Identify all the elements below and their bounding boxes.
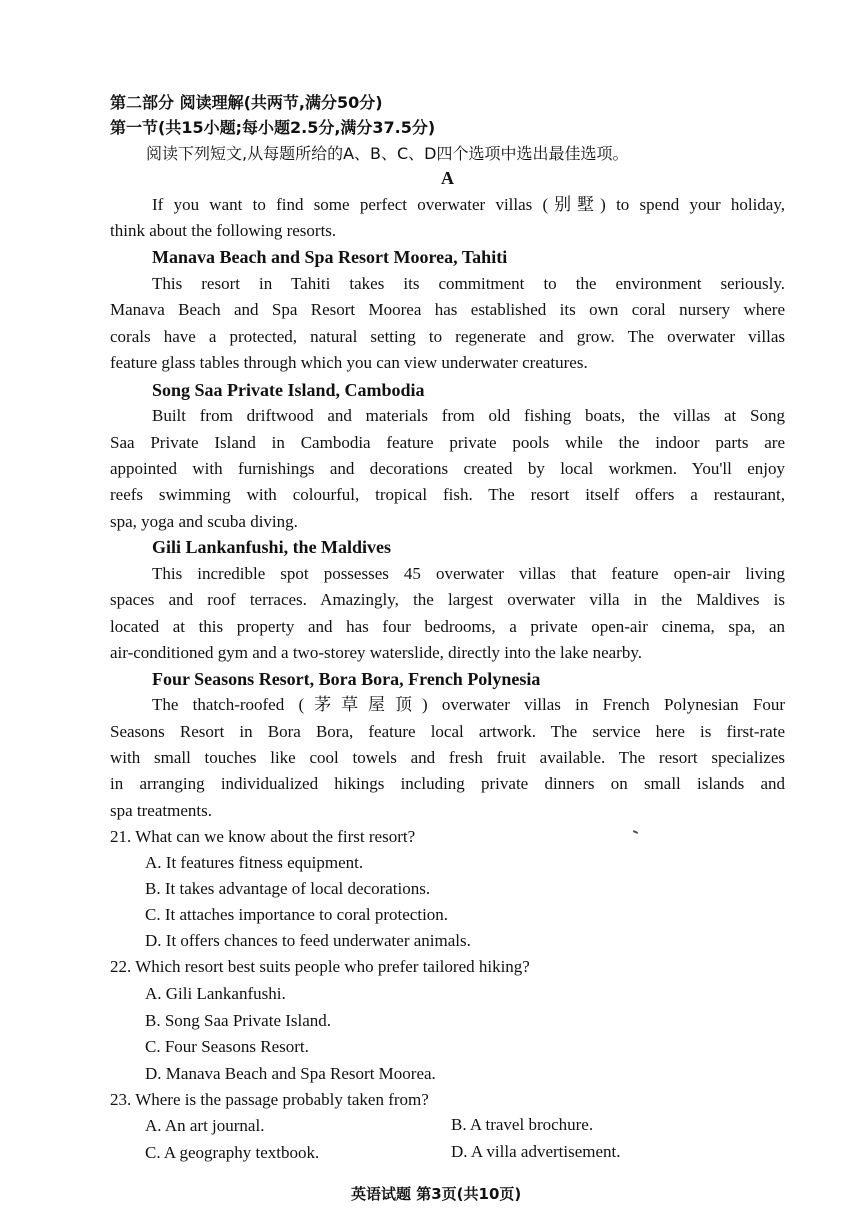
resort-heading: Four Seasons Resort, Bora Bora, French Polynesia [152, 669, 541, 689]
paragraph-line: spaces and roof terraces. Amazingly, the largest overwater villa in the Maldives is [110, 590, 785, 609]
paragraph-line: air-conditioned gym and a two-storey waterslide, directly into the lake nearby. [110, 643, 642, 662]
scan-speck [633, 830, 638, 834]
paragraph-line: This incredible spot possesses 45 overwater villas that feature open-air living [152, 564, 785, 583]
question-stem: 22. Which resort best suits people who prefer tailored hiking? [110, 957, 530, 976]
paragraph-line: Seasons Resort in Bora Bora, feature local artwork. The service here is first-rate [110, 722, 785, 741]
answer-option[interactable]: D. Manava Beach and Spa Resort Moorea. [145, 1064, 436, 1083]
intro-line: think about the following resorts. [110, 221, 337, 240]
paragraph-line: with small touches like cool towels and fresh fruit available. The resort specializes [110, 748, 785, 767]
answer-option[interactable]: D. It offers chances to feed underwater animals. [145, 931, 471, 950]
paragraph-line: The thatch-roofed (茅草屋顶) overwater villas in French Polynesian Four [152, 695, 785, 714]
passage-label: A [441, 168, 454, 188]
resort-heading: Gili Lankanfushi, the Maldives [152, 537, 392, 557]
paragraph-line: appointed with furnishings and decorations created by local workmen. You'll enjoy [110, 459, 785, 478]
paragraph-line: This resort in Tahiti takes its commitment to the environment seriously. [152, 274, 785, 293]
answer-option[interactable]: B. A travel brochure. [451, 1115, 594, 1134]
answer-option[interactable]: C. Four Seasons Resort. [145, 1037, 309, 1056]
answer-option[interactable]: B. It takes advantage of local decorations. [145, 879, 431, 898]
paragraph-line: in arranging individualized hikings including private dinners on small islands and [110, 774, 785, 793]
resort-heading: Song Saa Private Island, Cambodia [152, 380, 425, 400]
answer-option[interactable]: C. It attaches importance to coral protection. [145, 905, 449, 924]
paragraph-line: spa treatments. [110, 801, 212, 820]
instruction-text: 阅读下列短文,从每题所给的A、B、C、D四个选项中选出最佳选项。 [146, 144, 629, 163]
answer-option[interactable]: B. Song Saa Private Island. [145, 1011, 332, 1030]
intro-line: If you want to find some perfect overwater villas (别墅) to spend your holiday, [152, 195, 785, 214]
resort-heading: Manava Beach and Spa Resort Moorea, Tahiti [152, 247, 508, 267]
page-footer: 英语试题 第3页(共10页) [351, 1185, 522, 1203]
question-stem: 21. What can we know about the first resort? [110, 827, 416, 846]
paragraph-line: reefs swimming with colourful, tropical fish. The resort itself offers a restaurant, [110, 485, 785, 504]
paragraph-line: Saa Private Island in Cambodia feature private pools while the indoor parts are [110, 433, 785, 452]
answer-option[interactable]: A. Gili Lankanfushi. [145, 984, 286, 1003]
answer-option[interactable]: A. An art journal. [145, 1116, 265, 1135]
part-heading: 第二部分 阅读理解(共两节,满分50分) [110, 93, 383, 112]
answer-option[interactable]: A. It features fitness equipment. [145, 853, 364, 872]
paragraph-line: Built from driftwood and materials from old fishing boats, the villas at Song [152, 406, 785, 425]
paragraph-line: corals have a protected, natural setting to regenerate and grow. The overwater villas [110, 327, 785, 346]
answer-option[interactable]: C. A geography textbook. [145, 1143, 320, 1162]
paragraph-line: Manava Beach and Spa Resort Moorea has established its own coral nursery where [110, 300, 785, 319]
section-heading: 第一节(共15小题;每小题2.5分,满分37.5分) [110, 118, 436, 137]
paragraph-line: located at this property and has four bedrooms, a private open-air cinema, spa, an [110, 617, 785, 636]
answer-option[interactable]: D. A villa advertisement. [451, 1142, 621, 1161]
paragraph-line: spa, yoga and scuba diving. [110, 512, 298, 531]
question-stem: 23. Where is the passage probably taken from? [110, 1090, 429, 1109]
paragraph-line: feature glass tables through which you can view underwater creatures. [110, 353, 588, 372]
